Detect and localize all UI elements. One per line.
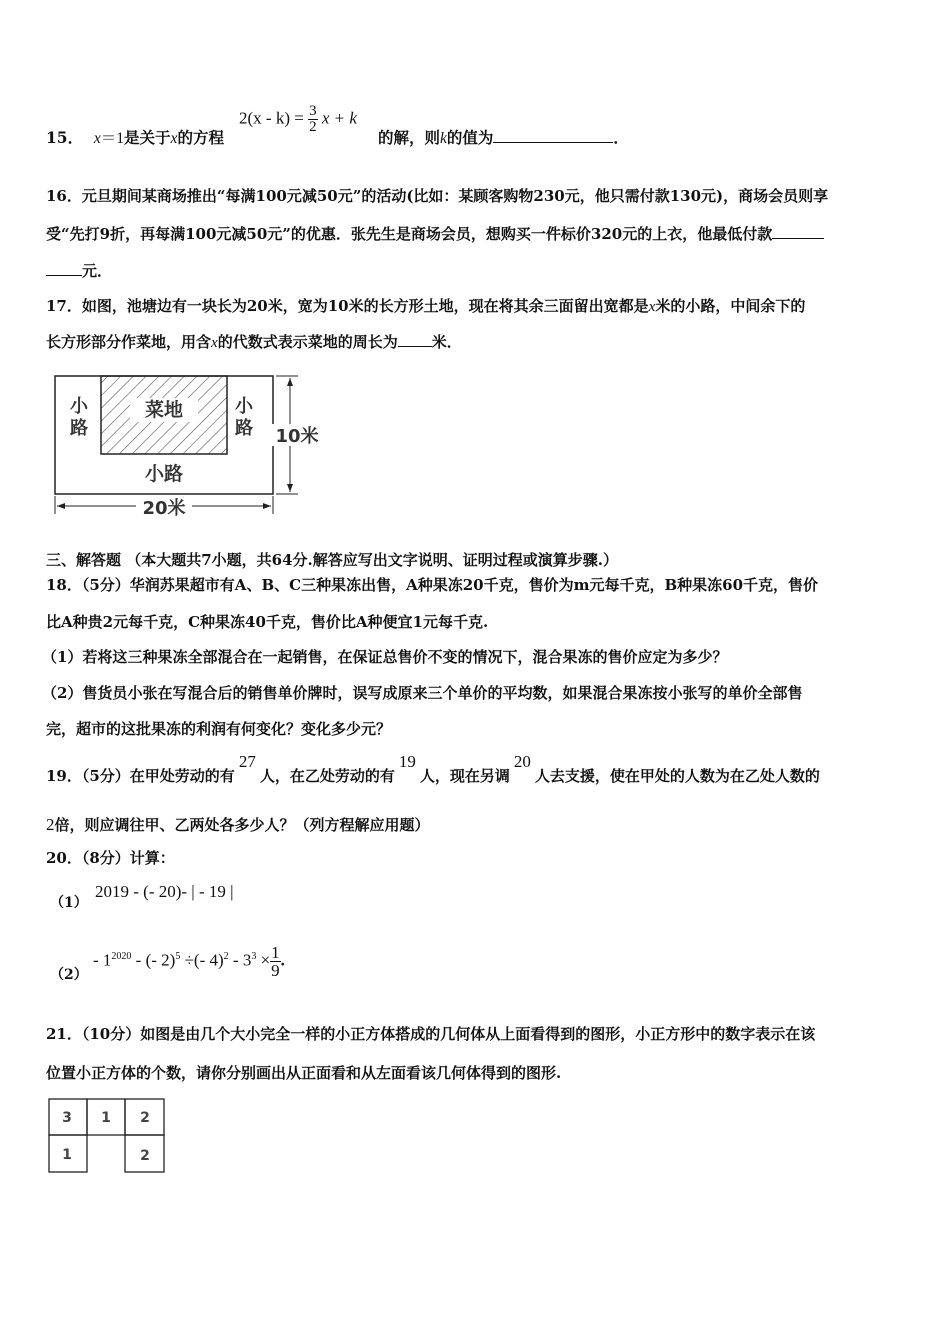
q20-p2-term-a: - 1 [93, 950, 112, 970]
q16-text2: 受“先打9折，再每满100元减50元”的优惠．张先生是商场会员，想购买一件标价320元的上衣，他最低付款 [46, 225, 773, 243]
q17-line2 [46, 335, 462, 351]
q17-text2c: 米． [431, 333, 462, 351]
road-right-label-2: 路 [235, 418, 253, 439]
q18-line2: 比A种贵2元每千克，C种果冻40千克，售价比A种便宜1元每千克. [46, 613, 489, 631]
q15-var-x: x [93, 130, 101, 147]
q16-line3 [46, 264, 112, 279]
q15-line [46, 130, 224, 147]
q16-answer-blank-b[interactable] [46, 275, 82, 276]
section3-heading: 三、解答题 （本大题共7小题，共64分.解答应写出文字说明、证明过程或演算步骤.） [46, 551, 618, 569]
q17-text2a: 长方形部分作菜地，用含 [46, 333, 212, 351]
q17-figure [48, 372, 338, 524]
grid-cell-r1c1: 3 [62, 1110, 72, 1126]
q20-p2-term-b: - (- 2) [131, 950, 176, 970]
q20-heading: 20．（8分）计算： [46, 849, 175, 867]
q16-text3: 元． [82, 262, 113, 280]
garden-label: 菜地 [144, 399, 184, 421]
grid-cell-r1c2: 1 [101, 1110, 111, 1126]
q16-line2 [46, 227, 824, 242]
q20-p2-exp-d: 3 [251, 950, 257, 962]
q19-line1 [46, 752, 820, 785]
q21-line2: 位置小正方体的个数，请你分别画出从正面看和从左面看该几何体得到的图形. [46, 1064, 562, 1082]
q19-text-e: 倍，则应调往甲、乙两处各多少人？（列方程解应用题） [54, 816, 430, 834]
q20-p2-exp-b: 5 [175, 950, 181, 962]
q15-text3: 的解，则 [378, 128, 441, 147]
q15-answer-blank[interactable] [493, 142, 613, 143]
q17-answer-blank[interactable] [398, 346, 432, 347]
height-label: 10米 [275, 426, 319, 447]
q15-var-x2: x [170, 130, 178, 147]
q16-answer-blank-a[interactable] [772, 238, 824, 239]
q17-var-x2: x [211, 335, 218, 351]
q15-frac-den: 2 [309, 119, 317, 135]
q20-p2-frac-num: 1 [271, 943, 280, 962]
q19-num-27: 27 [238, 752, 256, 771]
q20-p2-fraction [270, 944, 281, 979]
q19-num-19: 19 [398, 752, 416, 771]
q18-line5: 完，超市的这批果冻的利润有何变化？变化多少元？ [46, 720, 392, 738]
q15-eq-rhs: x + k [321, 108, 357, 128]
grid-cell-r1c3: 2 [140, 1110, 150, 1126]
q15-eq-lhs: 2(x - k) = [239, 108, 304, 128]
q15-number: 15． [46, 128, 84, 147]
q19-text-c: 人，现在另调 [419, 767, 510, 785]
q19-text-a: 19．（5分）在甲处劳动的有 [46, 767, 235, 785]
q18-line4: （2）售货员小张在写混合后的销售单价牌时，误写成原来三个单价的平均数，如果混合果冻按小张写的单价全部售 [42, 684, 803, 702]
q19-text-d: 人去支援，使在甲处的人数为在乙处人数的 [534, 767, 820, 785]
q15-var-k: k [440, 130, 447, 147]
road-left-label-1: 小 [70, 396, 88, 417]
q20-p2-term-d: - 3 [228, 950, 252, 970]
q20-p1-label: （1） [50, 895, 88, 911]
q20-p2-exp-a: 2020 [111, 950, 132, 962]
q15-equation [239, 104, 357, 135]
grid-cell-r2c3: 2 [140, 1148, 150, 1164]
road-bottom-label: 小路 [144, 463, 184, 485]
q17-var-x: x [648, 299, 656, 315]
q19-num-20: 20 [513, 752, 531, 771]
q15-frac-num: 3 [309, 103, 317, 119]
q15-end: ． [613, 128, 629, 147]
road-left-label-2: 路 [70, 418, 88, 439]
q15-text1: 是关于 [124, 128, 171, 147]
q20-p2-exp-c: 2 [223, 950, 229, 962]
q20-p2-times: × [256, 950, 271, 970]
q20-p2-end: . [280, 950, 285, 970]
q20-p2-expression [93, 944, 285, 979]
width-label: 20米 [142, 498, 186, 519]
q17-text1b: 米的小路，中间余下的 [655, 297, 806, 315]
q20-p2-term-c: ÷(- 4) [180, 950, 224, 970]
q20-p2-frac-den: 9 [271, 961, 280, 980]
q19-text-b: 人，在乙处劳动的有 [259, 767, 395, 785]
q16-line1: 16．元旦期间某商场推出“每满100元减50元”的活动(比如：某顾客购物230元，他只需付款130元)，商场会员则享 [46, 187, 829, 205]
q15-text4: 的值为 [446, 128, 494, 147]
q20-p1-expression: 2019 - (- 20)- | - 19 | [95, 882, 234, 901]
q19-num-2: 2 [46, 815, 55, 834]
q20-p2-label: （2） [50, 967, 88, 983]
q19-line2 [46, 816, 430, 833]
q17-text2b: 的代数式表示菜地的周长为 [217, 333, 398, 351]
q17-line1 [46, 299, 805, 315]
q17-text1a: 17．如图，池塘边有一块长为20米，宽为10米的长方形土地，现在将其余三面留出宽都是 [46, 297, 649, 315]
q15-text2: 的方程 [177, 128, 224, 147]
road-right-label-1: 小 [235, 396, 253, 417]
q15-fraction [308, 104, 318, 135]
q15-eq: ＝1 [100, 130, 125, 147]
q21-top-view-grid [46, 1096, 168, 1176]
q15-line-tail [378, 130, 629, 147]
q18-line3: （1）若将这三种果冻全部混合在一起销售，在保证总售价不变的情况下，混合果冻的售价应定为多少？ [42, 648, 728, 666]
q18-line1: 18．（5分）华润苏果超市有A、B、C三种果冻出售，A种果冻20千克，售价为m元每千克，B种果冻60千克，售价 [46, 576, 819, 594]
grid-cell-r2c1: 1 [62, 1147, 72, 1163]
q21-line1: 21．（10分）如图是由几个大小完全一样的小正方体搭成的几何体从上面看得到的图形，小正方形中的数字表示在该 [46, 1025, 816, 1043]
